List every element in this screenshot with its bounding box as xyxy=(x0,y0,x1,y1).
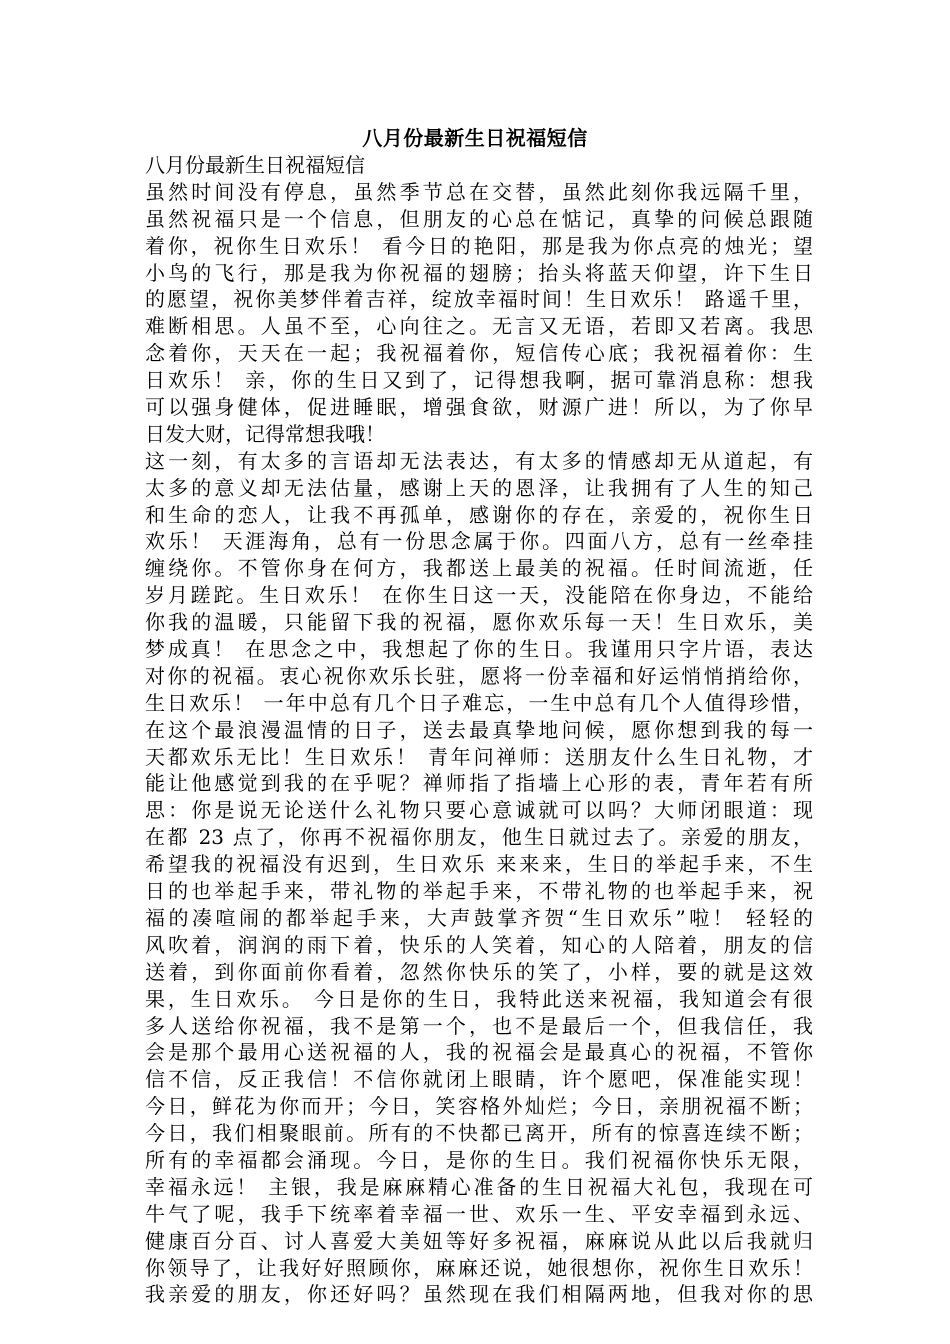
body-line: 岁月蹉跎。生日欢乐！ 在你生日这一天，没能陪在你身边，不能给 xyxy=(145,583,813,608)
body-line: 着你，祝你生日欢乐！ 看今日的艳阳，那是我为你点亮的烛光；望 xyxy=(145,233,813,258)
body-line: 缠绕你。不管你身在何方，我都送上最美的祝福。任时间流逝，任 xyxy=(145,556,813,581)
body-line: 思：你是说无论送什么礼物只要心意诚就可以吗？大师闭眼道：现 xyxy=(145,798,813,823)
body-line: 你领导了，让我好好照顾你，麻麻还说，她很想你，祝你生日欢乐！ xyxy=(145,1255,813,1280)
body-line: 能让他感觉到我的在乎呢？禅师指了指墙上心形的表，青年若有所 xyxy=(145,771,813,796)
document-title: 八月份最新生日祝福短信 xyxy=(362,126,588,150)
body-line: 难断相思。人虽不至，心向往之。无言又无语，若即又若离。我思 xyxy=(145,314,813,339)
body-line: 对你的祝福。衷心祝你欢乐长驻，愿将一份幸福和好运悄悄捎给你， xyxy=(145,663,813,688)
body-line: 天都欢乐无比！生日欢乐！ 青年问禅师：送朋友什么生日礼物，才 xyxy=(145,744,813,769)
body-line: 风吹着，润润的雨下着，快乐的人笑着，知心的人陪着，朋友的信 xyxy=(145,932,813,957)
body-line: 你我的温暖，只能留下我的祝福，愿你欢乐每一天！生日欢乐，美 xyxy=(145,610,813,635)
body-line: 希望我的祝福没有迟到，生日欢乐 来来来，生日的举起手来，不生 xyxy=(145,852,813,877)
body-line: 信不信，反正我信！不信你就闭上眼睛，许个愿吧，保准能实现！ xyxy=(145,1067,813,1092)
body-line: 日的也举起手来，带礼物的举起手来，不带礼物的也举起手来，祝 xyxy=(145,879,813,904)
body-line: 在这个最浪漫温情的日子，送去最真挚地问候，愿你想到我的每一 xyxy=(145,717,813,742)
body-line: 日发大财，记得常想我哦！ xyxy=(145,421,385,446)
body-line: 健康百分百、讨人喜爱大美妞等好多祝福，麻麻说从此以后我就归 xyxy=(145,1228,813,1253)
body-line: 欢乐！ 天涯海角，总有一份思念属于你。四面八方，总有一丝牵挂 xyxy=(145,529,813,554)
body-line: 和生命的恋人，让我不再孤单，感谢你的存在，亲爱的，祝你生日 xyxy=(145,502,813,527)
body-line: 小鸟的飞行，那是我为你祝福的翅膀；抬头将蓝天仰望，许下生日 xyxy=(145,260,813,285)
body-line: 所有的幸福都会涌现。今日，是你的生日。我们祝福你快乐无限， xyxy=(145,1147,813,1172)
body-line: 福的凑喧闹的都举起手来，大声鼓掌齐贺“生日欢乐”啦！ 轻轻的 xyxy=(145,905,813,930)
body-line: 多人送给你祝福，我不是第一个，也不是最后一个，但我信任，我 xyxy=(145,1013,813,1038)
body-line: 八月份最新生日祝福短信 xyxy=(145,153,365,177)
body-line: 的愿望，祝你美梦伴着吉祥，绽放幸福时间！生日欢乐！ 路遥千里， xyxy=(145,287,813,312)
body-line: 幸福永远！ 主银，我是麻麻精心准备的生日祝福大礼包，我现在可 xyxy=(145,1174,813,1199)
body-line: 可以强身健体，促进睡眠，增强食欲，财源广进！所以，为了你早 xyxy=(145,395,813,420)
body-line: 日欢乐！ 亲，你的生日又到了，记得想我啊，据可靠消息称：想我 xyxy=(145,368,813,393)
body-line: 果，生日欢乐。 今日是你的生日，我特此送来祝福，我知道会有很 xyxy=(145,986,813,1011)
body-line: 念着你，天天在一起；我祝福着你，短信传心底；我祝福着你：生 xyxy=(145,341,813,366)
document-body xyxy=(145,152,813,1308)
body-line: 在都 23 点了，你再不祝福你朋友，他生日就过去了。亲爱的朋友， xyxy=(145,825,813,850)
body-line: 牛气了呢，我手下统率着幸福一世、欢乐一生、平安幸福到永远、 xyxy=(145,1201,813,1226)
body-line: 会是那个最用心送祝福的人，我的祝福会是最真心的祝福，不管你 xyxy=(145,1040,813,1065)
body-line: 今日，我们相聚眼前。所有的不快都已离开，所有的惊喜连续不断； xyxy=(145,1121,813,1146)
body-line: 梦成真！ 在思念之中，我想起了你的生日。我谨用只字片语，表达 xyxy=(145,637,813,662)
body-line: 虽然祝福只是一个信息，但朋友的心总在惦记，真挚的问候总跟随 xyxy=(145,206,813,231)
body-line: 虽然时间没有停息，虽然季节总在交替，虽然此刻你我远隔千里， xyxy=(145,179,813,204)
body-line: 今日，鲜花为你而开；今日，笑容格外灿烂；今日，亲朋祝福不断； xyxy=(145,1094,813,1119)
body-line: 太多的意义却无法估量，感谢上天的恩泽，让我拥有了人生的知己 xyxy=(145,475,813,500)
body-line: 送着，到你面前你看着，忽然你快乐的笑了，小样，要的就是这效 xyxy=(145,959,813,984)
body-line: 我亲爱的朋友，你还好吗？虽然现在我们相隔两地，但我对你的思 xyxy=(145,1282,813,1307)
body-line: 生日欢乐！ 一年中总有几个日子难忘，一生中总有几个人值得珍惜， xyxy=(145,690,813,715)
body-line: 这一刻，有太多的言语却无法表达，有太多的情感却无从道起，有 xyxy=(145,448,813,473)
